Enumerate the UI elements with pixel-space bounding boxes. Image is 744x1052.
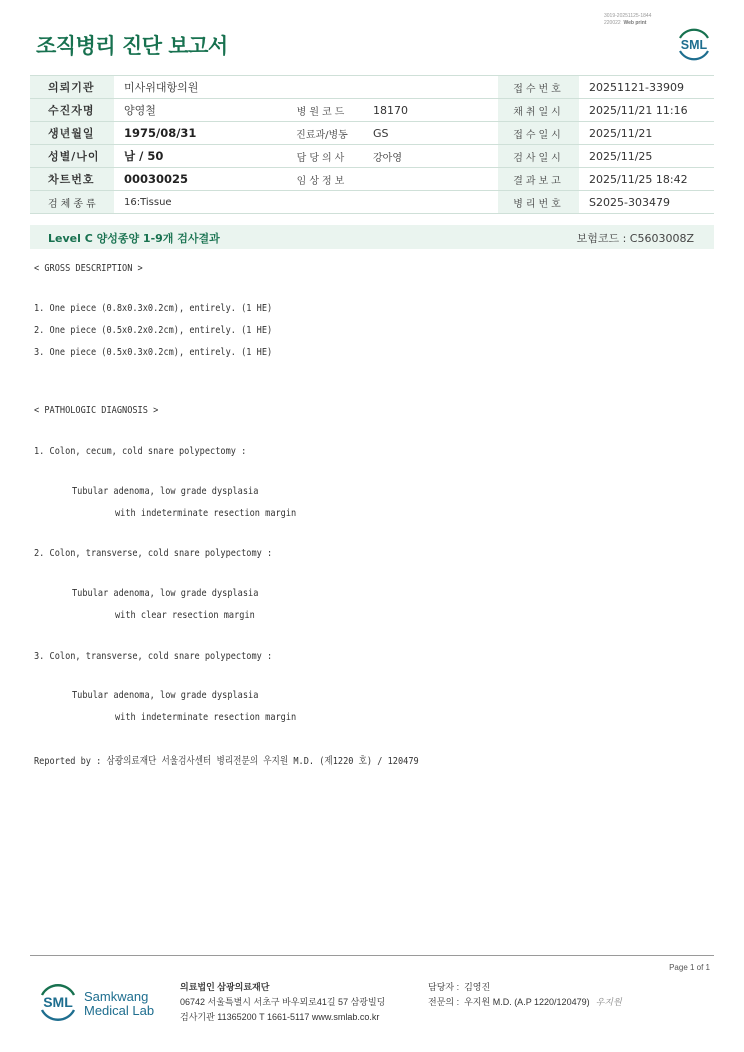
logo-text: SML — [680, 38, 708, 52]
receipt-date-value: 2025/11/21 — [579, 122, 714, 145]
diagnosis-3-finding: Tubular adenoma, low grade dysplasia — [72, 690, 259, 701]
clinical-info-label: 임상정보 — [281, 168, 363, 191]
diagnosis-3-site: 3. Colon, transverse, cold snare polypectomy : — [34, 651, 273, 662]
reported-by: Reported by : 삼광의료재단 서울검사센터 병리전문의 우지원 M.D. (제1220 호) / 120479 — [34, 756, 419, 767]
samkwang-logo — [36, 980, 80, 1024]
diagnosis-2-margin: with clear resection margin — [115, 610, 255, 621]
info-row — [30, 145, 714, 168]
organization-address: 06742 서울특별시 서초구 바우뫼로41길 57 삼광빌딩 — [180, 997, 386, 1007]
logo-bottom-text: SML — [43, 994, 73, 1010]
result-report-value: 2025/11/25 18:42 — [579, 168, 714, 191]
patient-name-label: 수진자명 — [30, 99, 114, 122]
gross-item-1: 1. One piece (0.8x0.3x0.2cm), entirely. (1 HE) — [34, 303, 273, 314]
info-row — [30, 122, 714, 145]
diagnosis-1-finding: Tubular adenoma, low grade dysplasia — [72, 486, 259, 497]
specialist-signature: 우지원 — [595, 998, 622, 1008]
brand-name — [84, 990, 154, 1018]
department-label: 진료과/병동 — [281, 122, 363, 145]
collection-datetime-label: 채취일시 — [498, 99, 579, 122]
doctor-value: 강아영 — [363, 145, 498, 168]
print-id: 3019-20251125-1844 — [604, 13, 652, 19]
sex-age-value: 남 / 50 — [114, 145, 281, 168]
specimen-type-value: 16:Tissue — [114, 191, 498, 214]
staff-info — [428, 980, 622, 1011]
gross-item-3: 3. One piece (0.5x0.3x0.2cm), entirely. (1 HE) — [34, 347, 273, 358]
page-number: Page 1 of 1 — [669, 963, 710, 972]
test-level-bar — [30, 225, 714, 249]
manager-name: 김영진 — [464, 982, 491, 992]
receipt-date-label: 접수일시 — [498, 122, 579, 145]
patient-info-table — [30, 75, 714, 214]
test-level-title: Level C 양성종양 1-9개 검사결과 — [48, 232, 220, 245]
info-row — [30, 99, 714, 122]
organization-name: 의료법인 삼광의료재단 — [180, 982, 270, 992]
diagnosis-3-margin: with indeterminate resection margin — [115, 712, 297, 723]
pathology-number-value: S2025-303479 — [579, 191, 714, 214]
hospital-code-label: 병원코드 — [281, 99, 363, 122]
brand-line-2: Medical Lab — [84, 1003, 155, 1018]
requesting-institution-value: 미사위대항의원 — [114, 76, 498, 99]
insurance-code: 보험코드 : C5603008Z — [576, 232, 694, 245]
collection-datetime-value: 2025/11/21 11:16 — [579, 99, 714, 122]
diagnosis-1-site: 1. Colon, cecum, cold snare polypectomy : — [34, 446, 247, 457]
diagnosis-2-finding: Tubular adenoma, low grade dysplasia — [72, 588, 259, 599]
footer-divider — [30, 955, 714, 956]
brand-line-1: Samkwang — [84, 989, 149, 1004]
info-row — [30, 76, 714, 99]
manager-label: 담당자 : — [428, 982, 460, 992]
hospital-code-value: 18170 — [363, 99, 498, 122]
sex-age-label: 성별/나이 — [30, 145, 114, 168]
print-code: 220022 — [604, 19, 621, 26]
organization-info — [180, 980, 385, 1025]
receipt-number-label: 접수번호 — [498, 76, 579, 99]
sml-logo — [674, 24, 714, 64]
diagnosis-1-margin: with indeterminate resection margin — [115, 508, 297, 519]
clinical-info-value — [363, 168, 498, 191]
test-date-label: 검사일시 — [498, 145, 579, 168]
report-title: 조직병리 진단 보고서 — [36, 34, 228, 58]
organization-contact: 검사기관 11365200 T 1661-5117 www.smlab.co.kr — [180, 1012, 380, 1022]
chart-number-label: 차트번호 — [30, 168, 114, 191]
pathology-number-label: 병리번호 — [498, 191, 579, 214]
specialist-name: 우지원 M.D. (A.P 1220/120479) — [464, 997, 590, 1007]
test-date-value: 2025/11/25 — [579, 145, 714, 168]
department-value: GS — [363, 122, 498, 145]
patient-name-value: 양영철 — [114, 99, 281, 122]
birth-date-value: 1975/08/31 — [114, 122, 281, 145]
diagnosis-2-site: 2. Colon, transverse, cold snare polypectomy : — [34, 548, 273, 559]
result-report-label: 결과보고 — [498, 168, 579, 191]
chart-number-value: 00030025 — [114, 168, 281, 191]
web-print-label: Web print — [623, 19, 647, 26]
info-row — [30, 168, 714, 191]
specimen-type-label: 검체종류 — [30, 191, 114, 214]
receipt-number-value: 20251121-33909 — [579, 76, 714, 99]
gross-item-2: 2. One piece (0.5x0.2x0.2cm), entirely. (1 HE) — [34, 325, 273, 336]
requesting-institution-label: 의뢰기관 — [30, 76, 114, 99]
print-meta — [604, 13, 651, 26]
doctor-label: 담당의사 — [281, 145, 363, 168]
specialist-label: 전문의 : — [428, 997, 460, 1007]
birth-date-label: 생년월일 — [30, 122, 114, 145]
gross-description-header: < GROSS DESCRIPTION > — [34, 263, 143, 274]
pathologic-diagnosis-header: < PATHOLOGIC DIAGNOSIS > — [34, 405, 159, 416]
info-row — [30, 191, 714, 214]
